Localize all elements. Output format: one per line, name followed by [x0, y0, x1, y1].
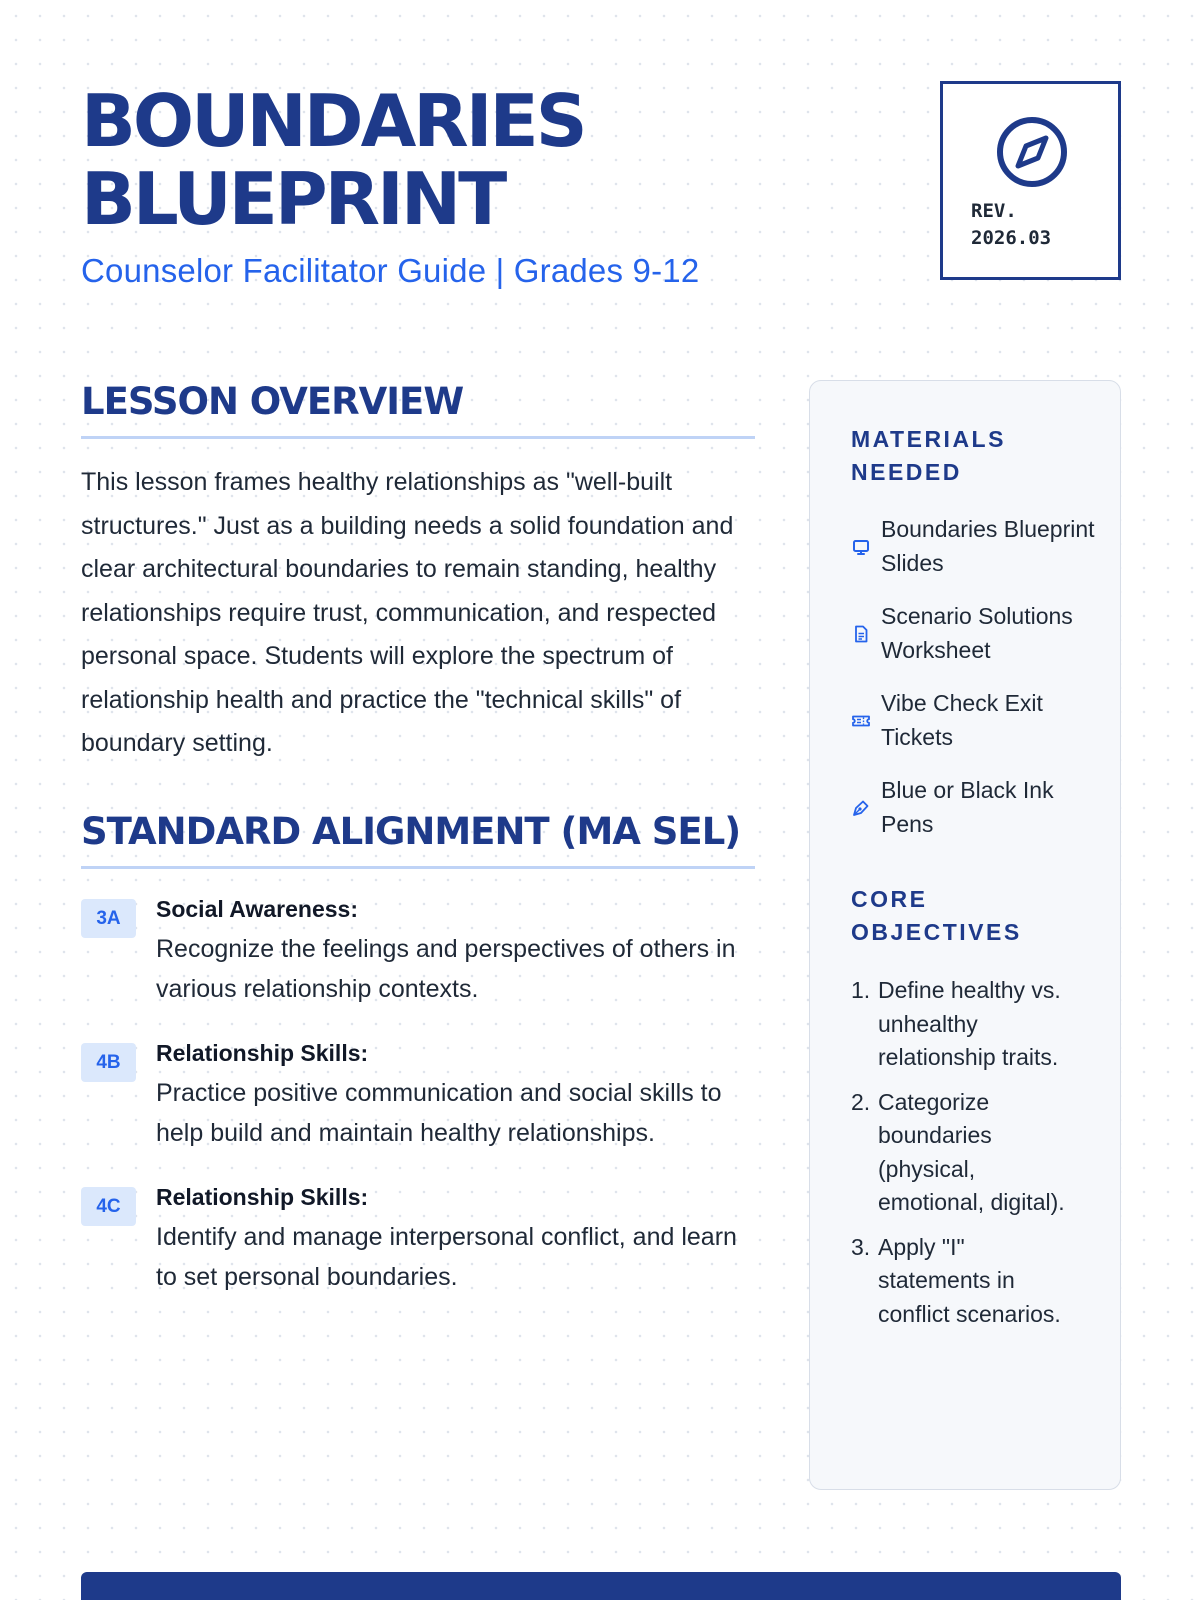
core-objectives-heading: CORE OBJECTIVES [851, 886, 1022, 945]
standard-code-badge: 4B [81, 1043, 136, 1082]
revision-box [940, 81, 1121, 280]
standard-item [81, 1181, 755, 1297]
page-subtitle: Counselor Facilitator Guide | Grades 9-12 [81, 252, 700, 289]
objective-item [851, 974, 1100, 1075]
presentation-icon [851, 537, 871, 557]
standard-description: Practice positive communication and social skills to help build and maintain healthy relationships. [156, 1078, 722, 1147]
objective-number: 3. [851, 1233, 871, 1260]
standard-body [156, 1181, 755, 1297]
lesson-overview-section [81, 380, 755, 766]
objective-text: Categorize boundaries (physical, emotional, digital). [878, 1088, 1065, 1215]
standards-list [81, 893, 755, 1297]
lesson-overview-heading: LESSON OVERVIEW [81, 380, 755, 439]
standard-code-badge: 3A [81, 899, 136, 938]
standard-description: Identify and manage interpersonal conflict, and learn to set personal boundaries. [156, 1222, 737, 1291]
material-label: Blue or Black Ink Pens [881, 777, 1054, 837]
standard-title: Relationship Skills: [156, 1039, 369, 1066]
standard-alignment-section [81, 810, 755, 1297]
standard-item [81, 1037, 755, 1153]
compass-icon [995, 115, 1069, 189]
standard-body [156, 1037, 755, 1153]
lesson-overview-text: This lesson frames healthy relationships as "well-built structures." Just as a building needs a solid foundation and clear architectural boundaries to remain standing, healthy relationships require trust, communication, and respected personal space. Students will explore the spectrum of relationship health and practice the "technical skills" of boundary setting. [81, 468, 734, 757]
pen-icon [851, 798, 871, 818]
standard-alignment-heading: STANDARD ALIGNMENT (MA SEL) [81, 810, 755, 869]
revision-number: 2026.03 [971, 227, 1052, 249]
material-item [851, 774, 1100, 841]
standard-body [156, 893, 755, 1009]
standard-code-badge: 4C [81, 1187, 136, 1226]
materials-list [851, 513, 1100, 841]
objective-item [851, 1231, 1100, 1332]
ticket-icon [851, 711, 871, 731]
objective-text: Define healthy vs. unhealthy relationship traits. [878, 977, 1061, 1070]
standard-title: Relationship Skills: [156, 1183, 369, 1210]
material-item [851, 600, 1100, 667]
objectives-list [851, 974, 1100, 1331]
page-title [81, 79, 841, 241]
revision-label [971, 198, 1111, 252]
revision-prefix: REV. [971, 200, 1017, 222]
objective-item [851, 1086, 1100, 1220]
material-label: Vibe Check Exit Tickets [881, 690, 1043, 750]
title-line-2: BLUEPRINT [81, 157, 505, 241]
standard-description: Recognize the feelings and perspectives of others in various relationship contexts. [156, 934, 736, 1003]
material-label: Boundaries Blueprint Slides [881, 516, 1095, 576]
standard-item [81, 893, 755, 1009]
objective-number: 2. [851, 1088, 871, 1115]
objective-number: 1. [851, 977, 871, 1003]
document-header [81, 79, 841, 290]
document-icon [851, 624, 871, 644]
material-label: Scenario Solutions Worksheet [881, 603, 1073, 663]
materials-heading: MATERIALS NEEDED [851, 426, 1006, 485]
sidebar-panel [809, 380, 1121, 1490]
material-item [851, 687, 1100, 754]
main-content [81, 380, 755, 1325]
title-line-1: BOUNDARIES [81, 79, 585, 163]
objective-text: Apply "I" statements in conflict scenarios. [878, 1233, 1061, 1327]
footer-bar [81, 1572, 1121, 1600]
material-item [851, 513, 1100, 580]
standard-title: Social Awareness: [156, 895, 358, 922]
